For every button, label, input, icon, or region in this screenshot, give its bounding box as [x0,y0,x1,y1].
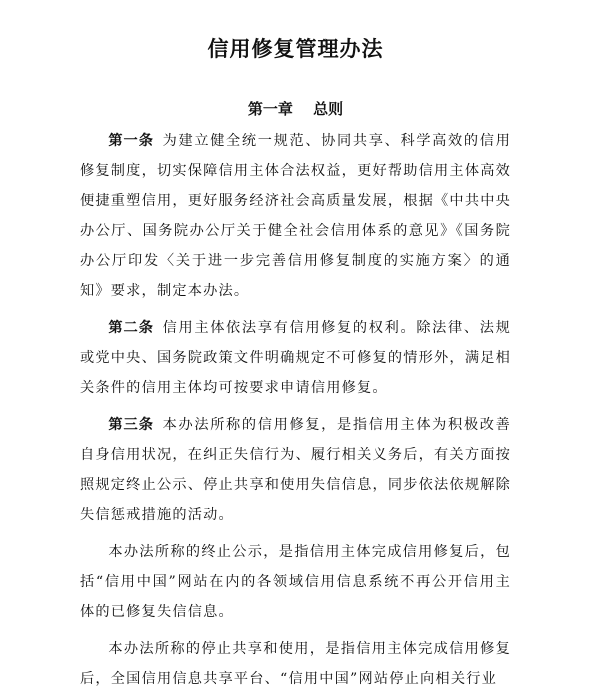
article-1 [80,126,511,306]
paragraph: 本办法所称的停止共享和使用，是指信用主体完成信用修复后，全国信用信息共享平台、“信用中国”网站停止向相关行业 [80,641,511,687]
article-label: 第三条 [108,417,154,433]
paragraph: 本办法所称的终止公示，是指信用主体完成信用修复后，包括“信用中国”网站在内的各领域信用信息系统不再公开信用主体的已修复失信信息。 [80,544,511,620]
article-2 [80,313,511,403]
article-label: 第一条 [108,133,154,149]
chapter-heading: 第一章 总则 [247,100,344,118]
article-label: 第二条 [108,320,154,336]
article-text: 本办法所称的信用修复，是指信用主体为积极改善自身信用状况，在纠正失信行为、履行相关义务后，有关方面按照规定终止公示、停止共享和使用失信信息，同步依法依规解除失信惩戒措施的活动。 [80,417,511,523]
article-text: 信用主体依法享有信用修复的权利。除法律、法规或党中央、国务院政策文件明确规定不可修复的情形外，满足相关条件的信用主体均可按要求申请信用修复。 [80,320,511,396]
document-title: 信用修复管理办法 [207,36,384,61]
article-3 [80,410,511,530]
article-text: 为建立健全统一规范、协同共享、科学高效的信用修复制度，切实保障信用主体合法权益，更好帮助信用主体高效便捷重塑信用，更好服务经济社会高质量发展，根据《中共中央办公厅、国务院办公厅关于健全社会信用体系的意见》《国务院办公厅印发〈关于进一步完善信用修复制度的实施方案〉的通知》要求，制定本办法。 [80,133,511,299]
